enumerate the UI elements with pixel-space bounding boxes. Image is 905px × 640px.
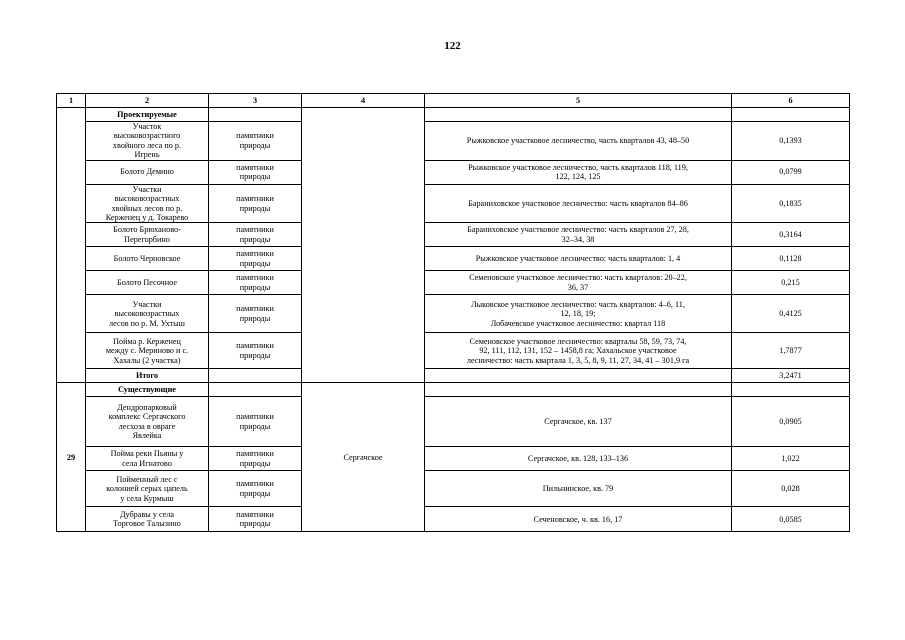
- category-cell: [209, 369, 302, 383]
- area-value-cell: 0,4125: [732, 295, 850, 333]
- category-cell: [209, 295, 302, 333]
- cell-line: 122, 124, 125: [555, 172, 601, 182]
- header-cell: 5: [425, 94, 732, 108]
- cell-line: Участки: [132, 184, 162, 194]
- category-cell: [209, 122, 302, 161]
- category-cell: [209, 333, 302, 369]
- area-value-cell: 0,0905: [732, 397, 850, 447]
- cell-line: природы: [239, 313, 271, 323]
- header-row: [57, 94, 850, 108]
- cell-line: Рыжковское участковое лесничество, часть кварталов 43, 48–50: [466, 136, 690, 146]
- cell-line: Семеновское участковое лесничество: кварталы 58, 59, 73, 74,: [469, 336, 687, 346]
- category-cell: [209, 507, 302, 532]
- area-value-cell: 0,1128: [732, 247, 850, 271]
- location-cell: [425, 447, 732, 471]
- area-name-cell: [86, 122, 209, 161]
- cell-line: Пильнинское, кв. 79: [542, 484, 614, 494]
- cell-line: 12, 18, 19;: [560, 309, 596, 319]
- table-row: [57, 160, 850, 184]
- location-cell: [425, 397, 732, 447]
- cell-line: между с. Мериново и с.: [105, 346, 189, 356]
- total-label: Итого: [86, 369, 209, 383]
- cell-line: лесов по р. М. Ухтыш: [109, 318, 185, 328]
- area-cell: [732, 108, 850, 122]
- category-cell: [209, 247, 302, 271]
- location-cell: [425, 122, 732, 161]
- cell-line: памятники: [236, 162, 274, 172]
- cell-line: Явлейка: [132, 431, 162, 441]
- cell-line: Дубравы у села: [119, 509, 175, 519]
- header-cell: 1: [57, 94, 86, 108]
- location-cell: [425, 295, 732, 333]
- area-value-cell: 0,028: [732, 471, 850, 507]
- area-name-cell: [86, 333, 209, 369]
- table-row: [57, 447, 850, 471]
- cell-line: Хахалы (2 участка): [113, 355, 181, 365]
- cell-line: Болото Черновское: [113, 254, 181, 264]
- cell-line: памятники: [236, 509, 274, 519]
- cell-line: природы: [239, 282, 271, 292]
- cell-line: природы: [239, 519, 271, 529]
- section-label-existing: Существующие: [86, 383, 209, 397]
- cell-line: памятники: [236, 273, 274, 283]
- area-cell: [732, 383, 850, 397]
- location-cell: [425, 223, 732, 247]
- cell-line: Пойменный лес с: [116, 474, 178, 484]
- table-row: [57, 184, 850, 223]
- cell-line: Пойма реки Пьяны у: [110, 449, 184, 459]
- table-row: [57, 122, 850, 161]
- table-row: [57, 223, 850, 247]
- total-row: [57, 369, 850, 383]
- category-cell: [209, 160, 302, 184]
- area-name-cell: [86, 447, 209, 471]
- cell-line: 92, 111, 112, 131, 152 – 1458,8 га; Хахальское участковое: [479, 346, 677, 356]
- area-name-cell: [86, 295, 209, 333]
- cell-line: памятники: [236, 249, 274, 259]
- table-row: [57, 247, 850, 271]
- cell-line: памятники: [236, 304, 274, 314]
- cell-line: Участки: [132, 299, 162, 309]
- district-cell: [302, 108, 425, 383]
- category-cell: [209, 447, 302, 471]
- cell-line: лесхоза в овраге: [118, 421, 176, 431]
- section-label-planned: Проектируемые: [86, 108, 209, 122]
- cell-line: Участок: [132, 122, 162, 131]
- location-cell: [425, 383, 732, 397]
- cell-line: природы: [239, 421, 271, 431]
- location-cell: [425, 333, 732, 369]
- header-cell: 2: [86, 94, 209, 108]
- location-cell: [425, 471, 732, 507]
- cell-line: памятники: [236, 194, 274, 204]
- category-cell: [209, 397, 302, 447]
- location-cell: [425, 247, 732, 271]
- cell-line: Керженец у д. Токарево: [105, 212, 189, 222]
- area-value-cell: 1,7877: [732, 333, 850, 369]
- cell-line: высоковозрастного: [113, 131, 181, 141]
- category-cell: [209, 383, 302, 397]
- cell-line: комплекс Сергачского: [108, 412, 186, 422]
- section-label-row: [57, 108, 850, 122]
- location-cell: [425, 507, 732, 532]
- table-row: [57, 333, 850, 369]
- area-name-cell: [86, 271, 209, 295]
- cell-line: памятники: [236, 479, 274, 489]
- cell-line: Торговое Талызино: [113, 519, 181, 529]
- district-cell: Сергачское: [302, 383, 425, 532]
- cell-line: природы: [239, 140, 271, 150]
- section-label-row: [57, 383, 850, 397]
- area-value-cell: 0,215: [732, 271, 850, 295]
- table-row: [57, 397, 850, 447]
- cell-line: памятники: [236, 225, 274, 235]
- table-row: [57, 295, 850, 333]
- cell-line: природы: [239, 258, 271, 268]
- cell-line: села Игнатово: [122, 458, 172, 468]
- cell-line: Сергачское, кв. 128, 133–136: [527, 454, 629, 464]
- cell-line: высоковозрастных: [114, 309, 180, 319]
- category-cell: [209, 271, 302, 295]
- cell-line: Сеченовское, ч. кв. 16, 17: [533, 514, 623, 524]
- cell-line: Дендропарковый: [117, 403, 177, 413]
- area-name-cell: [86, 471, 209, 507]
- cell-line: 36, 37: [567, 282, 589, 292]
- category-cell: [209, 223, 302, 247]
- cell-line: Пойма р. Керженец: [113, 336, 181, 346]
- cell-line: памятники: [236, 449, 274, 459]
- cell-line: Болото Песочное: [117, 278, 177, 288]
- cell-line: колонией серых цапель: [106, 484, 188, 494]
- cell-line: Бараниховское участковое лесничество: часть кварталов 84–86: [468, 198, 688, 208]
- location-cell: [425, 108, 732, 122]
- area-value-cell: 0,1393: [732, 122, 850, 161]
- header-cell: 4: [302, 94, 425, 108]
- cell-line: Болото Брюханово-: [113, 225, 181, 235]
- table-row: [57, 507, 850, 532]
- cell-line: Игрень: [134, 150, 160, 160]
- cell-line: природы: [239, 203, 271, 213]
- cell-line: высоковозрастных: [114, 194, 180, 204]
- header-cell: 6: [732, 94, 850, 108]
- category-cell: [209, 108, 302, 122]
- area-name-cell: [86, 397, 209, 447]
- cell-line: Семеновское участковое лесничество: часть кварталов: 20–22,: [469, 273, 687, 283]
- cell-line: Лобачевское участковое лесничество: квартал 118: [490, 318, 666, 328]
- cell-line: Бараниховское участковое лесничество: часть кварталов 27, 28,: [467, 225, 689, 235]
- page-number: 122: [444, 40, 461, 52]
- location-cell: [425, 160, 732, 184]
- location-cell: [425, 271, 732, 295]
- cell-line: природы: [239, 458, 271, 468]
- cell-line: Рыжковское участковое лесничество: часть кварталов: 1, 4: [475, 254, 681, 264]
- cell-line: природы: [239, 172, 271, 182]
- cell-line: Рыжковское участковое лесничество, часть кварталов 118, 119,: [468, 162, 688, 172]
- total-value: 3,2471: [732, 369, 850, 383]
- area-value-cell: 0,0799: [732, 160, 850, 184]
- cell-line: Сергачское, кв. 137: [544, 417, 612, 427]
- category-cell: [209, 184, 302, 223]
- category-cell: [209, 471, 302, 507]
- area-value-cell: 0,0585: [732, 507, 850, 532]
- cell-line: 32–34, 38: [561, 234, 595, 244]
- header-cell: 3: [209, 94, 302, 108]
- cell-line: Лыковское участковое лесничество: часть кварталов: 4–6, 11,: [471, 299, 685, 309]
- cell-line: Перегорбино: [124, 234, 170, 244]
- table-row: [57, 471, 850, 507]
- row-number-cell: [57, 108, 86, 383]
- cell-line: хвойных лесов по р.: [111, 203, 183, 213]
- cell-line: лесничество: часть квартала 1, 3, 5, 8, 9, 11, 27, 34, 41 – 301,9 га: [466, 355, 690, 365]
- cell-line: памятники: [236, 412, 274, 422]
- area-name-cell: [86, 184, 209, 223]
- cell-line: памятники: [236, 131, 274, 141]
- cell-line: природы: [239, 488, 271, 498]
- cell-line: памятники: [236, 341, 274, 351]
- area-name-cell: [86, 507, 209, 532]
- area-value-cell: 0,1835: [732, 184, 850, 223]
- area-name-cell: [86, 223, 209, 247]
- area-value-cell: 1,022: [732, 447, 850, 471]
- location-cell: [425, 184, 732, 223]
- area-value-cell: 0,3164: [732, 223, 850, 247]
- cell-line: у села Курмыш: [120, 493, 174, 503]
- location-cell: [425, 369, 732, 383]
- cell-line: Болото Демино: [120, 167, 174, 177]
- row-number-cell: 29: [57, 383, 86, 532]
- cell-line: природы: [239, 350, 271, 360]
- area-name-cell: [86, 247, 209, 271]
- cell-line: хвойного леса по р.: [112, 140, 182, 150]
- area-name-cell: [86, 160, 209, 184]
- protected-areas-table: [56, 93, 850, 532]
- cell-line: природы: [239, 234, 271, 244]
- table-row: [57, 271, 850, 295]
